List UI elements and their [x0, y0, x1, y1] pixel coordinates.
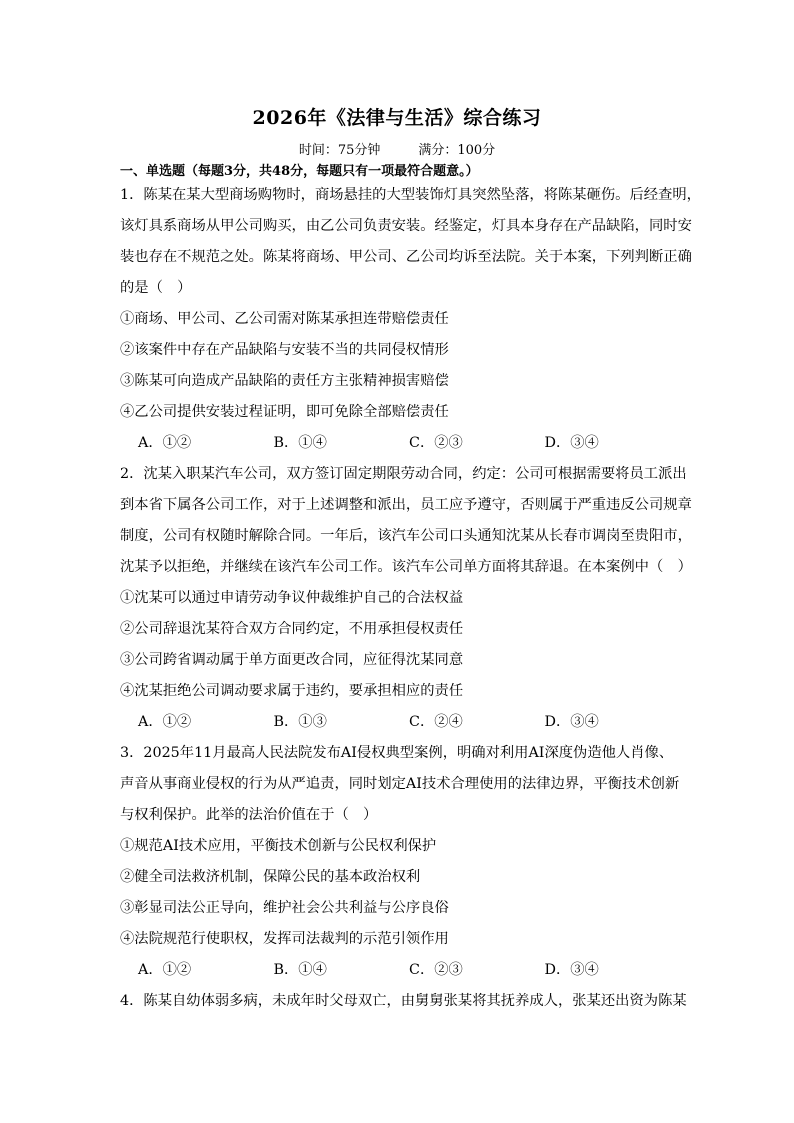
statement-item: ①沈某可以通过申请劳动争议仲裁维护自己的合法权益	[120, 590, 464, 606]
exam-score: 满分：100分	[418, 143, 496, 158]
question-stem-line: 制度，公司有权随时解除合同。一年后，该汽车公司口头通知沈某从长春市调岗至贵阳市，	[120, 528, 692, 544]
question-stem-line: 的是（ ）	[120, 280, 192, 296]
option-b: B．①③	[273, 714, 327, 730]
option-c: C．②③	[409, 962, 463, 978]
exam-time: 时间：75分钟	[298, 143, 381, 158]
question-stem-line: 沈某予以拒绝，并继续在该汽车公司工作。该汽车公司单方面将其辞退。在本案例中（ ）	[120, 559, 692, 575]
statement-item: ④法院规范行使职权，发挥司法裁判的示范引领作用	[120, 931, 449, 947]
question-stem-line: 3．2025年11月最高人民法院发布AI侵权典型案例，明确对利用AI深度伪造他人肖像、	[120, 745, 674, 761]
option-b: B．①④	[273, 435, 327, 451]
answer-options	[120, 428, 680, 459]
option-a: A．①②	[138, 962, 192, 978]
question-3	[120, 738, 680, 986]
question-1	[120, 180, 701, 459]
question-stem-line: 该灯具系商场从甲公司购买，由乙公司负责安装。经鉴定，灯具本身存在产品缺陷，同时安	[120, 218, 692, 234]
statement-item: ②公司辞退沈某符合双方合同约定，不用承担侵权责任	[120, 621, 464, 637]
section-heading: 一、单选题（每题3分，共48分，每题只有一项最符合题意。）	[120, 164, 479, 179]
page-title: 2026年《法律与生活》综合练习	[252, 107, 542, 129]
statement-item: ②健全司法救济机制，保障公民的基本政治权利	[120, 869, 421, 885]
option-d: D．③④	[544, 714, 599, 730]
statement-item: ④乙公司提供安装过程证明，即可免除全部赔偿责任	[120, 404, 449, 420]
question-stem-line: 到本省下属各公司工作，对于上述调整和派出，员工应予遵守，否则属于严重违反公司规章	[120, 497, 692, 513]
question-stem-line: 装也存在不规范之处。陈某将商场、甲公司、乙公司均诉至法院。关于本案，下列判断正确	[120, 249, 692, 265]
statement-item: ①商场、甲公司、乙公司需对陈某承担连带赔偿责任	[120, 311, 449, 327]
answer-options	[120, 707, 680, 738]
option-a: A．①②	[138, 435, 192, 451]
option-d: D．③④	[544, 435, 599, 451]
question-2	[120, 459, 692, 738]
question-stem-line: 2．沈某入职某汽车公司，双方签订固定期限劳动合同，约定：公司可根据需要将员工派出	[120, 466, 687, 482]
statement-item: ②该案件中存在产品缺陷与安装不当的共同侵权情形	[120, 342, 449, 358]
option-c: C．②③	[409, 435, 463, 451]
question-stem-line: 声音从事商业侵权的行为从严追责，同时划定AI技术合理使用的法律边界，平衡技术创新	[120, 776, 680, 792]
answer-options	[120, 955, 680, 986]
exam-meta	[0, 139, 794, 158]
question-stem-line: 1．陈某在某大型商场购物时，商场悬挂的大型装饰灯具突然坠落，将陈某砸伤。后经查明，	[120, 187, 701, 203]
question-stem-line: 与权利保护。此举的法治价值在于（ ）	[120, 807, 378, 823]
statement-item: ③陈某可向造成产品缺陷的责任方主张精神损害赔偿	[120, 373, 449, 389]
option-d: D．③④	[544, 962, 599, 978]
option-c: C．②④	[409, 714, 463, 730]
question-list	[120, 180, 701, 1017]
question-4	[120, 986, 687, 1017]
question-stem-line: 4．陈某自幼体弱多病，未成年时父母双亡，由舅舅张某将其抚养成人，张某还出资为陈某	[120, 993, 687, 1009]
statement-item: ③公司跨省调动属于单方面更改合同，应征得沈某同意	[120, 652, 464, 668]
statement-item: ④沈某拒绝公司调动要求属于违约，要承担相应的责任	[120, 683, 464, 699]
statement-item: ③彰显司法公正导向，维护社会公共利益与公序良俗	[120, 900, 449, 916]
option-a: A．①②	[138, 714, 192, 730]
option-b: B．①④	[273, 962, 327, 978]
statement-item: ①规范AI技术应用，平衡技术创新与公民权利保护	[120, 838, 437, 854]
